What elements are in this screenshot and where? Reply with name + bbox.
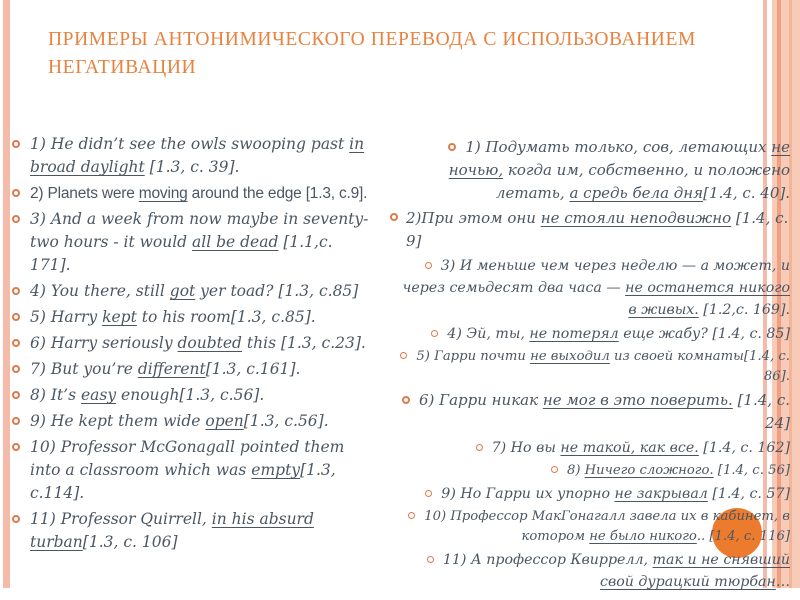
list-item-text: 7) But you’re different[1.3, с.161].: [30, 360, 301, 378]
list-item: [12, 280, 374, 303]
list-item: [12, 358, 374, 381]
list-item: [390, 136, 790, 205]
list-item: [390, 549, 790, 593]
list-item: [12, 208, 374, 277]
bullet-ring-icon: [431, 330, 438, 337]
list-item-text: 4) You there, still got yer toad? [1.3, с.85]: [30, 282, 359, 300]
slide-title: ПРИМЕРЫ АНТОНИМИЧЕСКОГО ПЕРЕВОДА С ИСПОЛЬЗОВАНИЕМ НЕГАТИВАЦИИ: [48, 29, 696, 78]
bullet-ring-icon: [425, 262, 432, 269]
bullet-ring-icon: [12, 339, 20, 347]
list-item-text: 11) А профессор Квиррелл, так и не снявший свой дурацкий тюрбан…: [442, 552, 790, 590]
bullet-ring-icon: [551, 466, 558, 473]
bullet-ring-icon: [425, 490, 432, 497]
list-item: [390, 323, 790, 345]
list-item-text: 1) Подумать только, сов, летающих не ночью, когда им, собственно, и положено летать, а средь бела дня[1.4, с. 40].: [448, 138, 790, 202]
bullet-ring-icon: [12, 313, 20, 321]
bullet-ring-icon: [12, 365, 20, 373]
list-item-text: 1) He didn’t see the owls swooping past in broad daylight [1.3, с. 39].: [30, 135, 365, 176]
list-item: [12, 410, 374, 433]
list-item: [390, 347, 790, 387]
bullet-ring-icon: [12, 417, 20, 425]
bullet-ring-icon: [427, 556, 434, 563]
list-item-text: 3) И меньше чем через неделю — а может, и через семьдесят два часа — не останется никого в живых. [1.2,с. 169].: [402, 258, 790, 318]
list-item: [12, 133, 374, 179]
left-border-stripe: [3, 0, 10, 588]
list-item: [390, 507, 790, 547]
bullet-ring-icon: [390, 213, 398, 221]
list-item: [12, 436, 374, 505]
list-item: [390, 255, 790, 321]
list-item-text: 4) Эй, ты, не потерял еще жабу? [1.4, с. 85]: [447, 326, 790, 342]
list-item-text: 3) And a week from now maybe in seventy-two hours - it would all be dead [1.1,с. 171].: [30, 210, 369, 274]
list-item: [12, 332, 374, 355]
bullet-ring-icon: [476, 444, 483, 451]
bullet-ring-icon: [12, 215, 20, 223]
list-item-text: 5) Гарри почти не выходил из своей комнаты[1.4, с. 86].: [416, 349, 790, 384]
list-item-text: 9) He kept them wide open[1.3, с.56].: [30, 412, 329, 430]
list-item-text: 11) Professor Quirrell, in his absurd turban[1.3, с. 106]: [30, 510, 314, 551]
list-item: [12, 508, 374, 554]
list-item: [390, 437, 790, 459]
list-item-text: 5) Harry kept to his room[1.3, с.85].: [30, 308, 316, 326]
bullet-ring-icon: [12, 140, 20, 148]
left-column: [12, 133, 374, 557]
list-item-text: 10) Professor McGonagall pointed them into a classroom which was empty[1.3, с.114].: [30, 438, 345, 502]
right-column: [390, 136, 790, 595]
bullet-ring-icon: [12, 391, 20, 399]
list-item-text: 2)При этом они не стояли неподвижно [1.4, с. 9]: [406, 209, 789, 250]
bullet-ring-icon: [408, 512, 415, 519]
list-item: [390, 461, 790, 481]
list-item: [390, 207, 790, 253]
bullet-ring-icon: [12, 287, 20, 295]
bullet-ring-icon: [12, 443, 20, 451]
bullet-ring-icon: [400, 352, 407, 359]
list-item: [12, 182, 374, 205]
list-item-text: 8) Ничего сложного. [1.4, с. 56]: [566, 463, 790, 478]
list-item: [12, 384, 374, 407]
list-item-text: 6) Harry seriously doubted this [1.3, с.23].: [30, 334, 366, 352]
bullet-ring-icon: [402, 396, 410, 404]
list-item: [390, 483, 790, 505]
list-item-text: 10) Профессор МакГонагалл завела их в кабинет, в котором не было никого.. [1.4, с. 116]: [424, 509, 790, 544]
list-item: [390, 389, 790, 435]
bullet-ring-icon: [12, 189, 20, 197]
list-item-text: 2) Planets were moving around the edge [1.3, с.9].: [30, 185, 368, 202]
list-item-text: 9) Но Гарри их упорно не закрывал [1.4, с. 57]: [441, 486, 790, 502]
list-item: [12, 306, 374, 329]
bullet-ring-icon: [448, 143, 456, 151]
list-item-text: 8) It’s easy enough[1.3, с.56].: [30, 386, 265, 404]
list-item-text: 7) Но вы не такой, как все. [1.4, с. 162]: [491, 440, 790, 456]
list-item-text: 6) Гарри никак не мог в это поверить. [1.4, с. 24]: [418, 391, 790, 432]
bullet-ring-icon: [12, 515, 20, 523]
